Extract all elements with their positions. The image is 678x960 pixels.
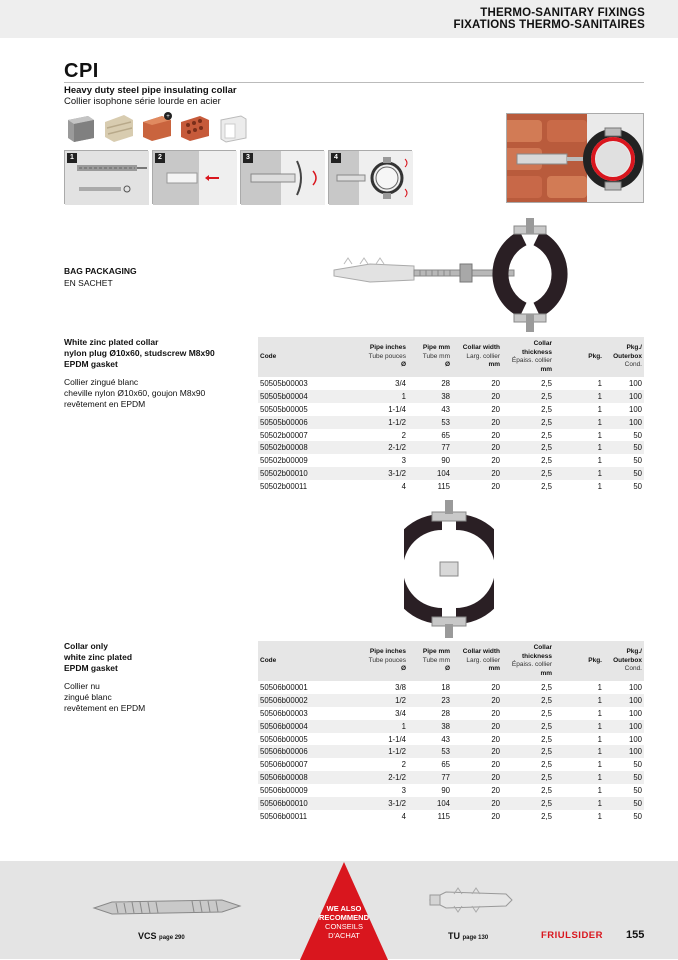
table-row bbox=[258, 403, 644, 416]
step-number: 2 bbox=[155, 153, 165, 163]
col-collar-thickness: Collar thickness Épaiss. collier mm bbox=[502, 337, 554, 377]
table-cell: 2,5 bbox=[502, 416, 554, 429]
section1-title-line: nylon plug Ø10x60, studscrew M8x90 bbox=[64, 348, 215, 358]
table-cell: 50 bbox=[633, 482, 642, 492]
table-cell: 1 bbox=[597, 482, 602, 492]
table-cell: 1 bbox=[597, 404, 602, 414]
table-cell: 1 bbox=[554, 390, 604, 403]
table-cell: 100 bbox=[604, 720, 644, 733]
section2-title bbox=[64, 641, 132, 674]
table-cell: 20 bbox=[452, 416, 502, 429]
table-cell: 20 bbox=[491, 708, 500, 718]
table-row bbox=[258, 390, 644, 403]
table-cell: 20 bbox=[491, 378, 500, 388]
tu-plug-image bbox=[426, 884, 516, 916]
section1-title-line: White zinc plated collar bbox=[64, 337, 159, 347]
plug-insert-icon bbox=[153, 151, 237, 205]
table-cell: 4 bbox=[401, 811, 406, 821]
table-cell: 1 bbox=[597, 708, 602, 718]
table-cell: 1 bbox=[597, 786, 602, 796]
table-row bbox=[258, 720, 644, 733]
table-cell: 20 bbox=[491, 482, 500, 492]
hollow-brick-material-icon bbox=[178, 110, 212, 144]
table-cell: 3/4 bbox=[395, 708, 406, 718]
table-cell: 1 bbox=[554, 745, 604, 758]
table-cell: 1-1/2 bbox=[348, 416, 408, 429]
table-row bbox=[258, 733, 644, 746]
table-cell: 2,5 bbox=[502, 797, 554, 810]
section2-text-line: Collier nu bbox=[64, 681, 100, 691]
table-cell: 43 bbox=[441, 734, 450, 744]
table-cell: 1 bbox=[554, 416, 604, 429]
table-cell: 2,5 bbox=[541, 482, 552, 492]
table-cell: 20 bbox=[491, 430, 500, 440]
section2-text-line: revêtement en EPDM bbox=[64, 703, 146, 713]
table-cell: 50502b00011 bbox=[260, 482, 308, 492]
collar-fix-icon bbox=[329, 151, 413, 205]
col-outerbox: Pkg./ Outerbox Cond. bbox=[604, 641, 644, 681]
table-cell: 50506b00006 bbox=[258, 745, 348, 758]
recommend-line: CONSEILS bbox=[325, 922, 363, 931]
section1-text bbox=[64, 377, 205, 410]
packaging-label-fr: EN SACHET bbox=[64, 278, 113, 288]
table-cell: 50 bbox=[633, 456, 642, 466]
table-row bbox=[258, 681, 644, 694]
table-cell: 50506b00005 bbox=[260, 734, 308, 744]
drill-icon bbox=[65, 151, 149, 205]
table-cell: 3 bbox=[401, 456, 406, 466]
table-cell: 20 bbox=[452, 467, 502, 480]
plasterboard-material-icon bbox=[216, 110, 250, 144]
table-cell: 50502b00009 bbox=[260, 456, 308, 466]
table-cell: 38 bbox=[408, 390, 452, 403]
table-cell: 1-1/2 bbox=[348, 745, 408, 758]
table-cell: 20 bbox=[491, 760, 500, 770]
header-title-fr: FIXATIONS THERMO-SANITAIRES bbox=[453, 19, 645, 31]
table-cell: 20 bbox=[452, 390, 502, 403]
table-row bbox=[258, 480, 644, 493]
table-cell: 1 bbox=[554, 797, 604, 810]
title-divider bbox=[64, 82, 644, 83]
table-cell: 1 bbox=[597, 811, 602, 821]
table-cell: 2,5 bbox=[502, 390, 554, 403]
table-cell: 50502b00008 bbox=[258, 441, 348, 454]
table-cell: 23 bbox=[408, 694, 452, 707]
table-cell: 20 bbox=[452, 797, 502, 810]
section1-text-line: revêtement en EPDM bbox=[64, 399, 146, 409]
table-cell: 2 bbox=[401, 760, 406, 770]
table-cell: 50 bbox=[604, 467, 644, 480]
header-bar bbox=[0, 0, 678, 38]
table-cell: 1/2 bbox=[348, 694, 408, 707]
solid-brick-material-icon bbox=[140, 110, 174, 144]
table-cell: 115 bbox=[437, 482, 450, 492]
table-cell: 20 bbox=[491, 682, 500, 692]
table-cell: 20 bbox=[452, 694, 502, 707]
table-row bbox=[258, 377, 644, 390]
install-step-1 bbox=[64, 150, 148, 204]
packaging-label-en: BAG PACKAGING bbox=[64, 266, 137, 276]
table-cell: 3/4 bbox=[395, 378, 406, 388]
table-row bbox=[258, 429, 644, 442]
table-cell: 100 bbox=[604, 694, 644, 707]
table-cell: 65 bbox=[441, 430, 450, 440]
stone-material-icon bbox=[102, 110, 136, 144]
table-cell: 18 bbox=[441, 682, 450, 692]
table-cell: 20 bbox=[491, 786, 500, 796]
collar-with-plug-image bbox=[330, 218, 570, 334]
table-row bbox=[258, 467, 644, 480]
col-collar-thickness: Collar thickness Épaiss. collier mm bbox=[502, 641, 554, 681]
step-number: 1 bbox=[67, 153, 77, 163]
table-cell: 20 bbox=[491, 734, 500, 744]
table-cell: 100 bbox=[604, 390, 644, 403]
table-cell: 50 bbox=[633, 760, 642, 770]
table-row bbox=[258, 797, 644, 810]
table-row bbox=[258, 810, 644, 823]
table-cell: 2,5 bbox=[541, 786, 552, 796]
table-cell: 1 bbox=[554, 441, 604, 454]
col-pipe-inches: Pipe inches Tube pouces Ø bbox=[348, 641, 408, 681]
table-cell: 20 bbox=[491, 456, 500, 466]
step-number: 3 bbox=[243, 153, 253, 163]
table-cell: 38 bbox=[408, 720, 452, 733]
table-cell: 53 bbox=[408, 416, 452, 429]
section2-text-line: zingué blanc bbox=[64, 692, 112, 702]
table-cell: 100 bbox=[628, 708, 642, 718]
table-cell: 1 bbox=[597, 456, 602, 466]
table-cell: 1 bbox=[554, 467, 604, 480]
page-number: 155 bbox=[626, 929, 645, 941]
table-row bbox=[258, 416, 644, 429]
table-cell: 50506b00001 bbox=[260, 682, 308, 692]
tu-product-link[interactable]: TU page 130 bbox=[448, 931, 489, 941]
table-cell: 2,5 bbox=[502, 694, 554, 707]
table-cell: 1 bbox=[348, 390, 408, 403]
section2-title-line: Collar only bbox=[64, 641, 108, 651]
install-step-3 bbox=[240, 150, 324, 204]
section1-title-line: EPDM gasket bbox=[64, 359, 118, 369]
table-cell: 2,5 bbox=[541, 734, 552, 744]
table-cell: 2-1/2 bbox=[348, 771, 408, 784]
step-number: 4 bbox=[331, 153, 341, 163]
table-cell: 50 bbox=[604, 441, 644, 454]
table-cell: 20 bbox=[452, 771, 502, 784]
table-cell: 1 bbox=[554, 694, 604, 707]
table-cell: 50506b00009 bbox=[260, 786, 308, 796]
section1-title bbox=[64, 337, 215, 370]
col-pkg: Pkg. bbox=[554, 337, 604, 377]
table-cell: 50502b00007 bbox=[260, 430, 308, 440]
vcs-product-link[interactable]: VCS page 290 bbox=[138, 931, 185, 941]
table-row bbox=[258, 771, 644, 784]
table-cell: 104 bbox=[408, 797, 452, 810]
concrete-material-icon bbox=[64, 110, 98, 144]
table-cell: 1-1/4 bbox=[388, 404, 406, 414]
product-table-1 bbox=[258, 337, 644, 493]
table-cell: 65 bbox=[441, 760, 450, 770]
table-cell: 2,5 bbox=[541, 760, 552, 770]
product-table-2 bbox=[258, 641, 644, 823]
table-cell: 2,5 bbox=[502, 745, 554, 758]
table-cell: 100 bbox=[604, 416, 644, 429]
col-pipe-mm: Pipe mm Tube mm Ø bbox=[408, 337, 452, 377]
table-cell: 115 bbox=[437, 811, 450, 821]
table-cell: 50505b00005 bbox=[260, 404, 308, 414]
section1-text-line: cheville nylon Ø10x60, goujon M8x90 bbox=[64, 388, 206, 398]
table-cell: 1 bbox=[554, 720, 604, 733]
table-cell: 50505b00003 bbox=[260, 378, 308, 388]
table-cell: 2,5 bbox=[541, 708, 552, 718]
table-cell: 100 bbox=[628, 682, 642, 692]
col-pipe-mm: Pipe mm Tube mm Ø bbox=[408, 641, 452, 681]
collar-only-image bbox=[404, 500, 494, 638]
screw-in-icon bbox=[241, 151, 325, 205]
col-code: Code bbox=[258, 337, 348, 377]
table-row bbox=[258, 745, 644, 758]
table-row bbox=[258, 707, 644, 720]
table-cell: 50505b00004 bbox=[258, 390, 348, 403]
svg-text:+: + bbox=[166, 114, 170, 120]
table-cell: 2,5 bbox=[502, 441, 554, 454]
table-cell: 4 bbox=[401, 482, 406, 492]
table-cell: 2,5 bbox=[541, 430, 552, 440]
col-collar-width: Collar width Larg. collier mm bbox=[452, 641, 502, 681]
table-cell: 50 bbox=[604, 797, 644, 810]
table-cell: 1 bbox=[597, 734, 602, 744]
table-cell: 100 bbox=[628, 734, 642, 744]
table-cell: 3-1/2 bbox=[348, 467, 408, 480]
table-cell: 50506b00008 bbox=[258, 771, 348, 784]
section2-title-line: EPDM gasket bbox=[64, 663, 118, 673]
recommend-label bbox=[300, 904, 388, 940]
install-step-4 bbox=[328, 150, 412, 204]
table-cell: 50506b00007 bbox=[260, 760, 308, 770]
table-cell: 1-1/4 bbox=[388, 734, 406, 744]
table-row bbox=[258, 441, 644, 454]
table-cell: 20 bbox=[452, 441, 502, 454]
table-cell: 2,5 bbox=[541, 456, 552, 466]
table-cell: 100 bbox=[604, 745, 644, 758]
table-header-row bbox=[258, 337, 644, 377]
table-cell: 20 bbox=[452, 720, 502, 733]
table-cell: 50506b00002 bbox=[258, 694, 348, 707]
table-cell: 50506b00003 bbox=[260, 708, 308, 718]
table-cell: 28 bbox=[441, 708, 450, 718]
table-cell: 1 bbox=[554, 771, 604, 784]
table-cell: 3 bbox=[401, 786, 406, 796]
table-cell: 1 bbox=[597, 378, 602, 388]
table-cell: 2-1/2 bbox=[348, 441, 408, 454]
vcs-screw-image bbox=[92, 888, 242, 924]
table-cell: 1 bbox=[597, 682, 602, 692]
table-cell: 104 bbox=[408, 467, 452, 480]
section2-text bbox=[64, 681, 145, 714]
table-row bbox=[258, 694, 644, 707]
install-step-2 bbox=[152, 150, 236, 204]
table-cell: 1 bbox=[597, 430, 602, 440]
table-cell: 1 bbox=[348, 720, 408, 733]
recommend-line: WE ALSO bbox=[326, 904, 362, 913]
table-cell: 50502b00010 bbox=[258, 467, 348, 480]
table-cell: 2,5 bbox=[541, 378, 552, 388]
table-cell: 43 bbox=[441, 404, 450, 414]
table-cell: 50505b00006 bbox=[258, 416, 348, 429]
table-cell: 90 bbox=[441, 456, 450, 466]
table-cell: 100 bbox=[628, 404, 642, 414]
table-cell: 2,5 bbox=[502, 771, 554, 784]
table-cell: 50506b00011 bbox=[260, 811, 308, 821]
table-cell: 3/8 bbox=[395, 682, 406, 692]
table-cell: 50 bbox=[633, 811, 642, 821]
product-subtitle-en: Heavy duty steel pipe insulating collar bbox=[64, 85, 237, 96]
table-cell: 50 bbox=[604, 771, 644, 784]
header-title-en: THERMO-SANITARY FIXINGS bbox=[480, 7, 645, 19]
col-collar-width: Collar width Larg. collier mm bbox=[452, 337, 502, 377]
wall-mounted-collar-image bbox=[507, 114, 644, 203]
table-cell: 2 bbox=[401, 430, 406, 440]
col-code: Code bbox=[258, 641, 348, 681]
table-cell: 2,5 bbox=[541, 404, 552, 414]
table-cell: 50506b00004 bbox=[258, 720, 348, 733]
col-pipe-inches: Pipe inches Tube pouces Ø bbox=[348, 337, 408, 377]
table-cell: 3-1/2 bbox=[348, 797, 408, 810]
table-cell: 50 bbox=[633, 786, 642, 796]
table-cell: 2,5 bbox=[541, 811, 552, 821]
recommend-line: RECOMMEND bbox=[319, 913, 369, 922]
table-cell: 2,5 bbox=[502, 467, 554, 480]
section2-title-line: white zinc plated bbox=[64, 652, 133, 662]
installation-photo bbox=[506, 113, 644, 203]
table-cell: 50 bbox=[633, 430, 642, 440]
table-cell: 20 bbox=[491, 811, 500, 821]
table-row bbox=[258, 758, 644, 771]
table-cell: 77 bbox=[408, 771, 452, 784]
col-pkg: Pkg. bbox=[554, 641, 604, 681]
table-cell: 90 bbox=[441, 786, 450, 796]
table-cell: 2,5 bbox=[541, 682, 552, 692]
table-cell: 50506b00010 bbox=[258, 797, 348, 810]
brand-logo: FRIULSIDER bbox=[541, 930, 603, 941]
table-cell: 28 bbox=[441, 378, 450, 388]
product-subtitle-fr: Collier isophone série lourde en acier bbox=[64, 96, 221, 107]
table-header-row bbox=[258, 641, 644, 681]
recommend-line: D'ACHAT bbox=[328, 931, 360, 940]
product-title: CPI bbox=[64, 60, 99, 82]
table-cell: 20 bbox=[452, 745, 502, 758]
table-row bbox=[258, 784, 644, 797]
table-cell: 20 bbox=[491, 404, 500, 414]
table-cell: 53 bbox=[408, 745, 452, 758]
table-cell: 77 bbox=[408, 441, 452, 454]
col-outerbox: Pkg./ Outerbox Cond. bbox=[604, 337, 644, 377]
table-cell: 2,5 bbox=[502, 720, 554, 733]
section1-text-line: Collier zingué blanc bbox=[64, 377, 139, 387]
table-cell: 100 bbox=[628, 378, 642, 388]
table-cell: 1 bbox=[597, 760, 602, 770]
table-row bbox=[258, 454, 644, 467]
